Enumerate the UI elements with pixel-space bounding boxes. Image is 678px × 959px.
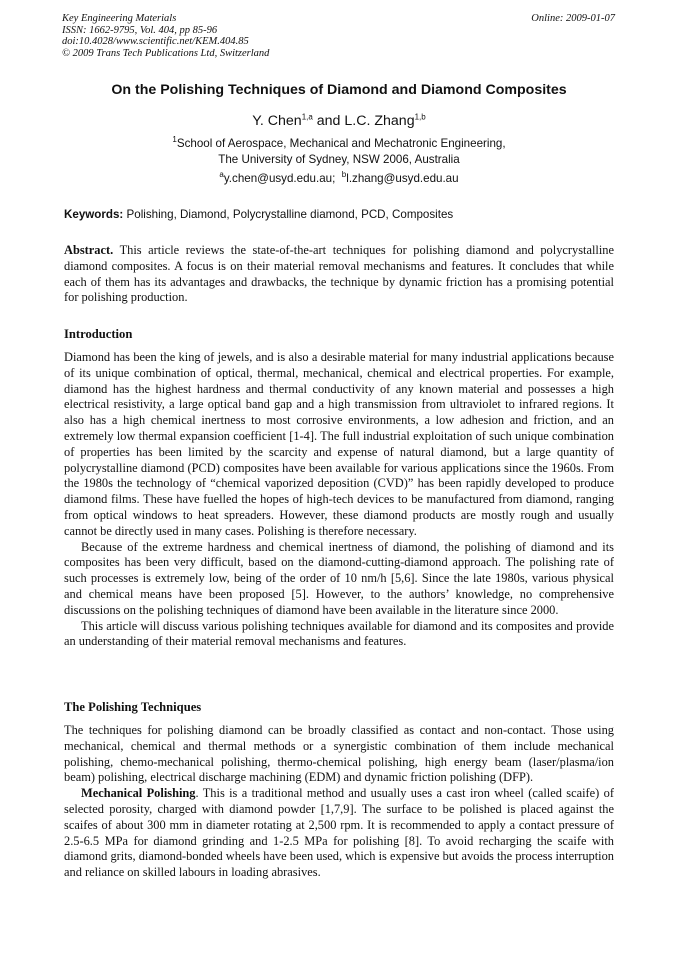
online-date: Online: 2009-01-07 <box>531 13 615 24</box>
author-emails <box>0 172 678 185</box>
keywords-label: Keywords: <box>64 208 124 221</box>
introduction-heading: Introduction <box>64 327 133 341</box>
author-conjunction: and <box>312 113 345 129</box>
abstract-label: Abstract. <box>64 243 114 257</box>
journal-name: Key Engineering Materials <box>62 13 177 24</box>
introduction-body <box>64 350 614 650</box>
polishing-techniques-heading: The Polishing Techniques <box>64 700 202 714</box>
author-1-name: Y. Chen <box>252 113 302 129</box>
email-b: l.zhang@usyd.edu.au <box>346 172 459 185</box>
affiliation <box>0 136 678 168</box>
email-a-sup: a <box>219 170 224 180</box>
email-b-sup: b <box>341 170 347 180</box>
abstract <box>64 243 614 306</box>
keywords <box>64 208 453 221</box>
intro-paragraph-3: This article will discuss various polishing techniques available for diamond and its composites and provide an understanding of their material removal mechanisms and features. <box>64 618 614 649</box>
intro-paragraph-2: Because of the extreme hardness and chemical inertness of diamond, the polishing of diamond and its composites has been very difficult, based on the diamond-cutting-diamond approach. The polishing rate of such processes is extremely low, being of the order of 10 nm/h [5,6]. Since the late 1980s, various physical and chemical means have been proposed [5]. However, to the authors’ knowledge, no comprehensive discussions on the polishing techniques of diamond have been available in the literature since 2000. <box>64 539 614 617</box>
author-2-affil-sup: 1,b <box>414 112 426 122</box>
email-a: y.chen@usyd.edu.au; <box>223 172 336 185</box>
journal-doi: doi:10.4028/www.scientific.net/KEM.404.85 <box>62 36 249 47</box>
journal-issn: ISSN: 1662-9795, Vol. 404, pp 85-96 <box>62 24 218 36</box>
intro-paragraph-1: Diamond has been the king of jewels, and is also a desirable material for many industrial applications because of its unique combination of optical, thermal, mechanical, chemical and electrical properties. For example, diamond has the highest hardness and thermal conductivity of any known material and possesses a high electrical resistivity, a large optical band gap and a high transmission from ultraviolet to infrared regions. It also has a high chemical inertness to most corrosive environments, a low adhesion and friction, and an extremely low thermal expansion coefficient [1-4]. The full industrial exploitation of such unique combination of properties has been limited by the scarcity and expense of natural diamond, but a large quantity of polycrystalline diamond (PCD) composites have been available for various applications since the 1960s. From the 1980s the technology of “chemical vaporized deposition (CVD)” has been rapidly developed to produce diamond films. These have fuelled the hopes of high-tech devices to be manufactured from diamond, ranging from optical windows to heat spreaders. However, these diamond products are mostly rough and usually cannot be directly used in many cases. Polishing is therefore necessary. <box>64 350 614 538</box>
polishing-paragraph-2: . This is a traditional method and usually uses a cast iron wheel (called scaife) of selected porosity, charged with diamond powder [1,7,9]. The surface to be polished is placed against the scaifes of about 300 mm in diameter rotating at 2,500 rpm. It is recommended to apply a contact pressure of 2.5-6.5 MPa for diamond grinding and 1-2.5 MPa for polishing [8]. To avoid recharging the scaife with diamond grits, diamond-bonded wheels have been used, which is expensive but avoids the process interruption and reliance on skilled labours in loading abrasives. <box>64 786 614 880</box>
polishing-paragraph-1: The techniques for polishing diamond can be broadly classified as contact and non-contact. Those using mechanical, chemical and thermal methods or a synergistic combination of them include mechanical polishing, chemo-mechanical polishing, thermo-chemical polishing, high energy beam (laser/plasma/ion beam) polishing, electrical discharge machining (EDM) and dynamic friction polishing (DFP). <box>64 723 614 785</box>
author-line <box>0 113 678 129</box>
keywords-text: Polishing, Diamond, Polycrystalline diamond, PCD, Composites <box>126 208 454 221</box>
paper-title: On the Polishing Techniques of Diamond and Diamond Composites <box>111 82 567 98</box>
affiliation-sup: 1 <box>172 135 177 145</box>
mechanical-polishing-label: Mechanical Polishing <box>81 786 196 801</box>
affiliation-line-2: The University of Sydney, NSW 2006, Australia <box>218 153 460 166</box>
polishing-techniques-body <box>64 723 614 881</box>
journal-copyright: © 2009 Trans Tech Publications Ltd, Switzerland <box>62 47 270 59</box>
author-2-name: L.C. Zhang <box>344 113 415 129</box>
author-1-affil-sup: 1,a <box>301 112 313 122</box>
affiliation-line-1: School of Aerospace, Mechanical and Mechatronic Engineering, <box>176 137 506 150</box>
abstract-text: This article reviews the state-of-the-art techniques for polishing diamond and polycrystalline diamond composites. A focus is on their material removal mechanisms and features. It concludes that while each of them has its advantages and drawbacks, the technique by dynamic friction has a promising potential for polishing production. <box>64 243 614 305</box>
journal-header <box>62 13 269 59</box>
